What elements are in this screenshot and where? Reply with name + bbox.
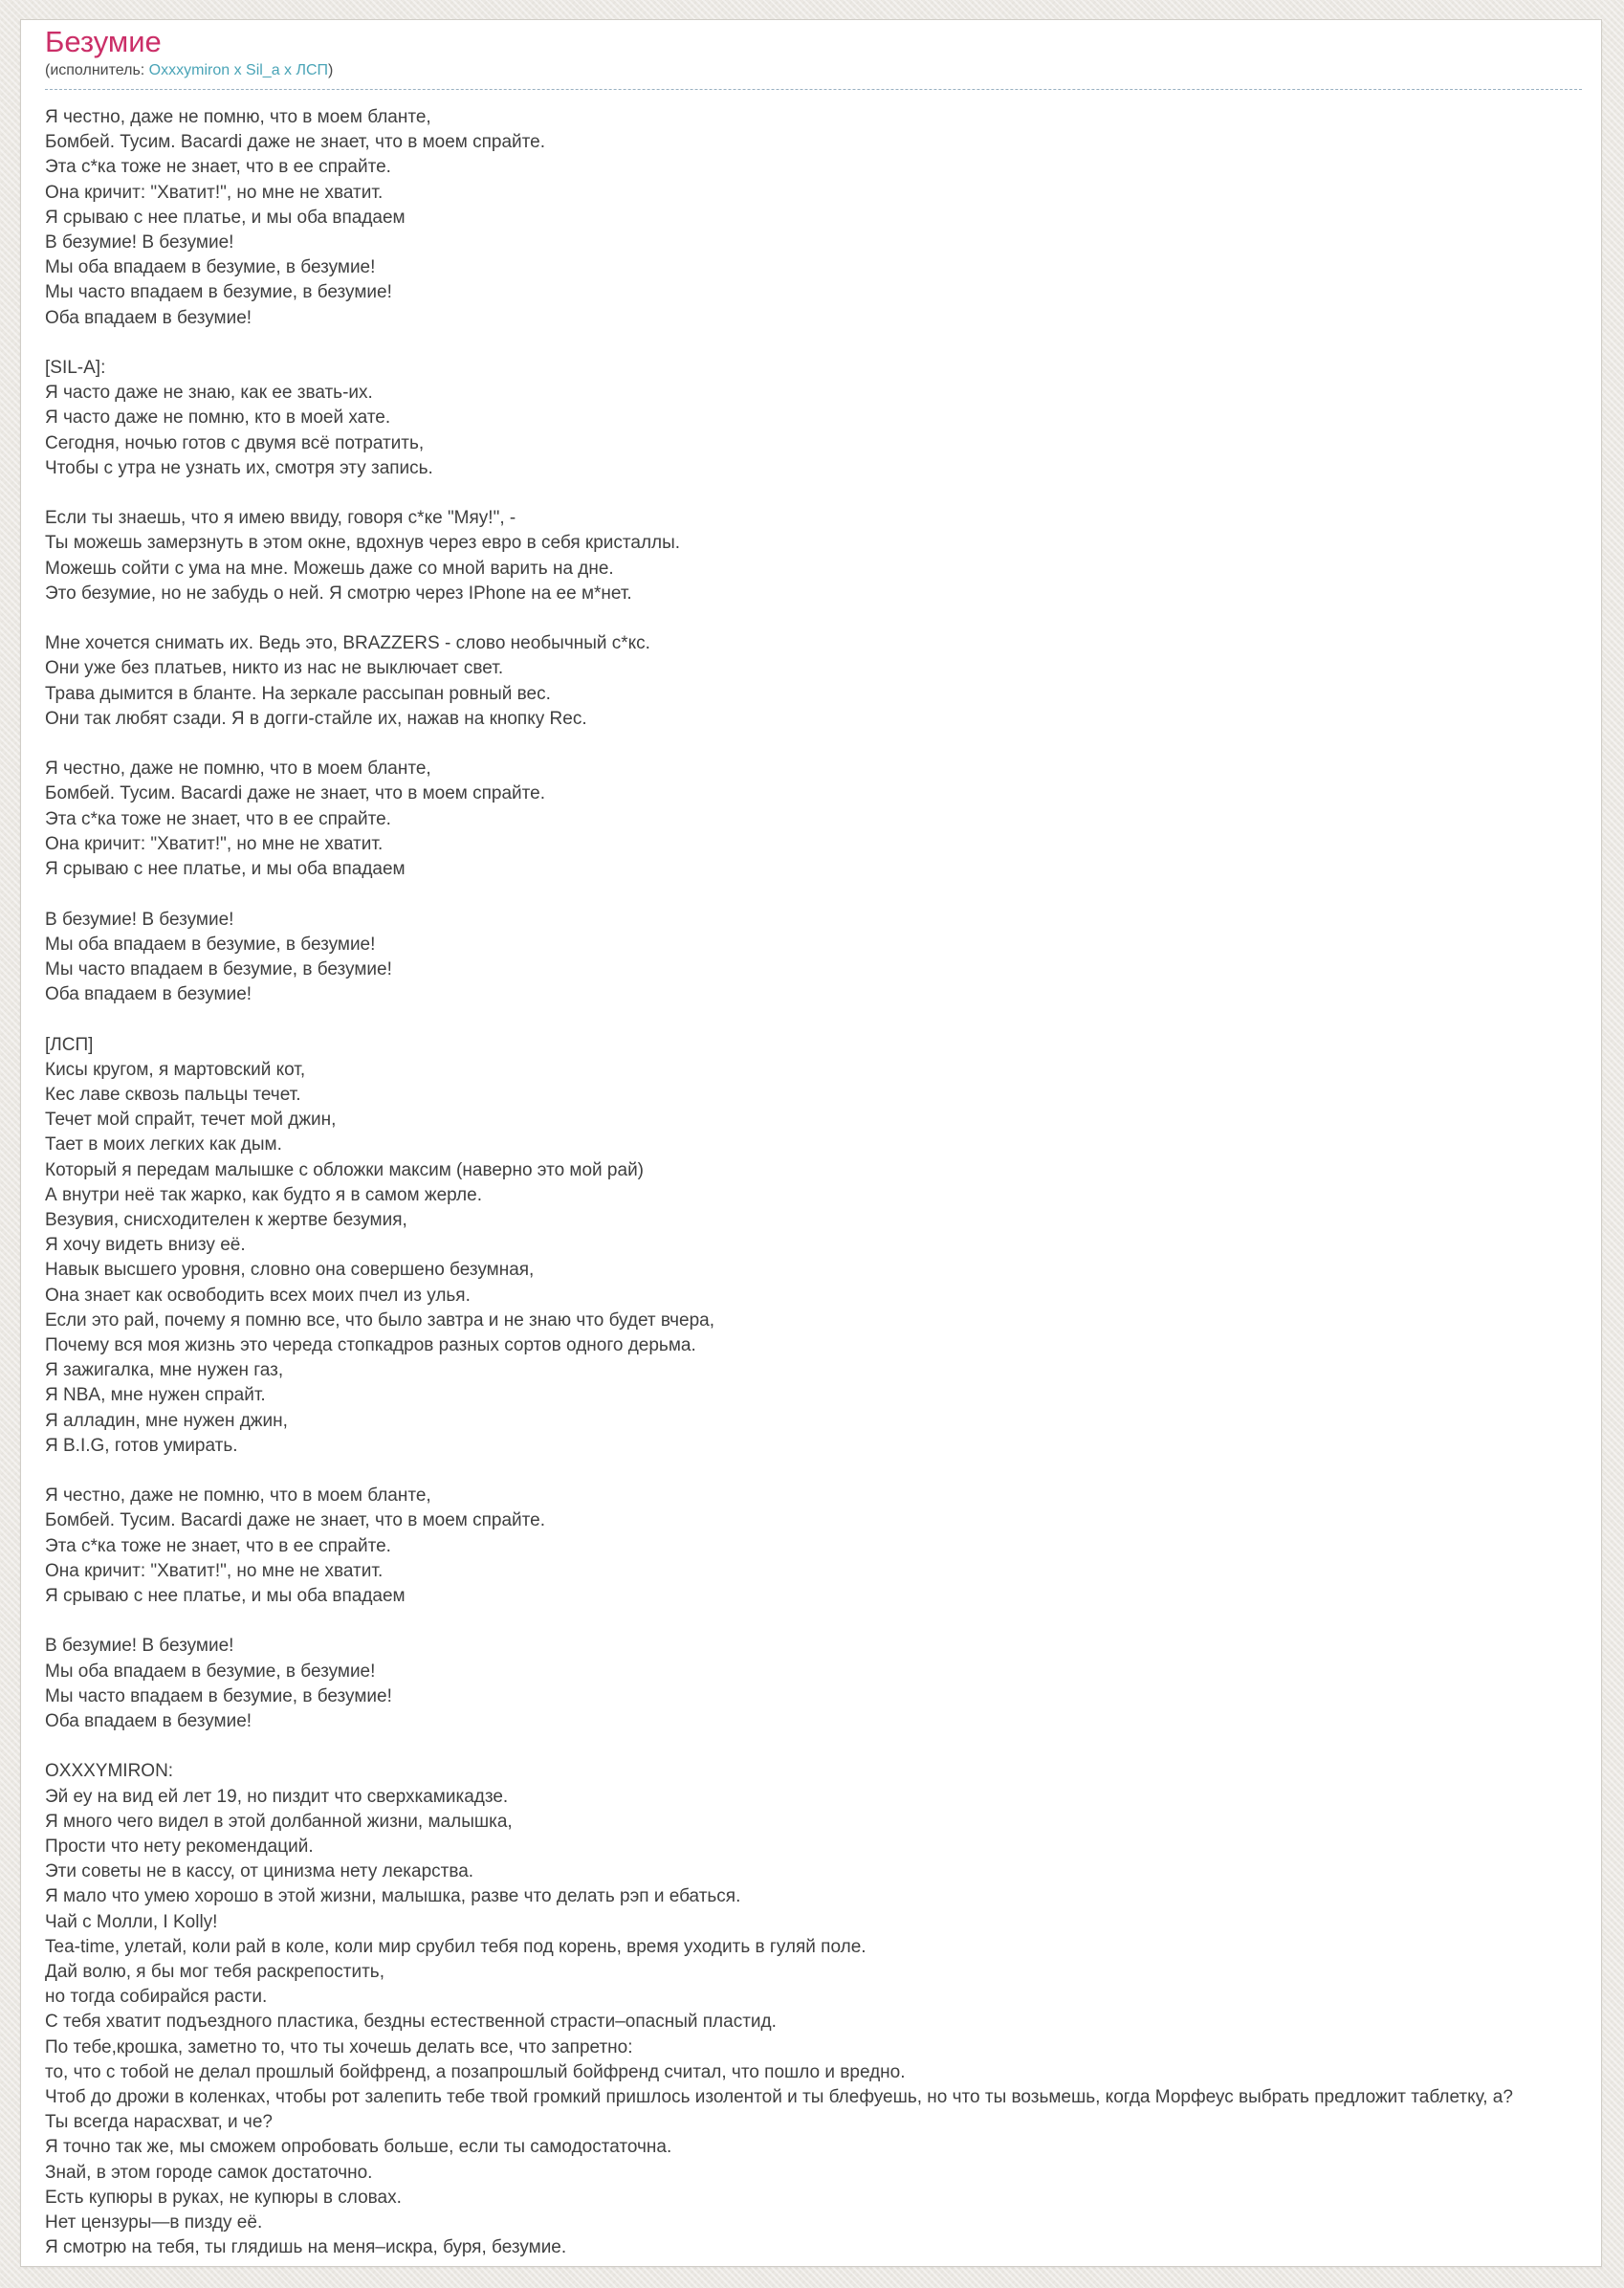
artist-line (45, 60, 1582, 90)
lyric-line: Tea-time, улетай, коли рай в коле, коли мир срубил тебя под корень, время уходить в гуляй поле. (45, 1936, 867, 1957)
lyric-line: Мы часто впадаем в безумие, в безумие! (45, 958, 392, 979)
lyric-line: Они так любят сзади. Я в догги-стайле их, нажав на кнопку Rec. (45, 708, 587, 729)
lyric-line: Я честно, даже не помню, что в моем бланте, (45, 107, 431, 127)
lyric-line: Нет цензуры—в пизду её. (45, 2212, 263, 2233)
artist-label: (исполнитель: (45, 62, 149, 78)
lyric-line: С тебя хватит подъездного пластика, бездны естественной страсти–опасный пластид. (45, 2012, 777, 2033)
lyric-line: Эта с*ка тоже не знает, что в ее спрайте. (45, 808, 391, 829)
lyric-line (45, 882, 1601, 907)
lyric-line: Я часто даже не помню, кто в моей хате. (45, 407, 391, 429)
lyric-line: Чтоб до дрожи в коленках, чтобы рот залепить тебе твой громкий пришлось изолентой и ты блефуешь, но что ты возьмешь, когда Морфеус выбрать предложит таблетку, а? (45, 2087, 1513, 2108)
lyric-line (45, 1609, 1601, 1634)
lyric-line: Она кричит: "Хватит!", но мне не хватит. (45, 833, 384, 854)
lyric-line: Я NBA, мне нужен спрайт. (45, 1385, 266, 1406)
lyric-line: В безумие! В безумие! (45, 232, 234, 253)
lyric-line: Они уже без платьев, никто из нас не выключает свет. (45, 658, 504, 679)
lyric-line: Если это рай, почему я помню все, что было завтра и не знаю что будет вчера, (45, 1309, 715, 1331)
lyric-line: Который я передам малышке с обложки максим (наверно это мой рай) (45, 1159, 645, 1180)
lyric-line: Почему вся моя жизнь это череда стопкадров разных сортов одного дерьма. (45, 1334, 696, 1355)
lyric-line: Есть купюры в руках, не купюры в словах. (45, 2187, 402, 2208)
lyric-line: По тебе,крошка, заметно то, что ты хочешь делать все, что запретно: (45, 2036, 633, 2057)
lyric-line: Я честно, даже не помню, что в моем бланте, (45, 759, 431, 780)
lyric-line (45, 1734, 1601, 1759)
lyric-line: Трава дымится в бланте. На зеркале рассыпан ровный вес. (45, 683, 551, 704)
lyric-line: Она кричит: "Хватит!", но мне не хватит. (45, 182, 384, 203)
lyric-line: но тогда собирайся расти. (45, 1987, 268, 2008)
lyric-line: Бомбей. Тусим. Bacardi даже не знает, что в моем спрайте. (45, 132, 545, 153)
lyric-line: Эта с*ка тоже не знает, что в ее спрайте. (45, 157, 391, 178)
lyric-line: Кес лаве сквозь пальцы течет. (45, 1084, 301, 1105)
lyric-line: А внутри неё так жарко, как будто я в самом жерле. (45, 1184, 482, 1205)
lyric-line (45, 331, 1601, 356)
lyric-line (45, 1007, 1601, 1032)
lyric-line: Эта с*ка тоже не знает, что в ее спрайте. (45, 1535, 391, 1556)
lyric-line: Мы оба впадаем в безумие, в безумие! (45, 257, 376, 278)
lyrics-card (20, 19, 1602, 2267)
lyric-line: Она знает как освободить всех моих пчел из улья. (45, 1285, 471, 1306)
lyric-line: [SIL-A]: (45, 358, 106, 379)
lyric-line: Чай с Молли, I Kolly! (45, 1911, 218, 1932)
lyric-line (45, 606, 1601, 631)
lyric-line: Если ты знаешь, что я имею ввиду, говоря с*ке "Мяу!", - (45, 508, 516, 529)
lyric-line: Я зажигалка, мне нужен газ, (45, 1360, 284, 1381)
lyric-line: Я смотрю на тебя, ты глядишь на меня–искра, буря, безумие. (45, 2237, 567, 2258)
lyric-line: Я срываю с нее платье, и мы оба впадаем (45, 859, 406, 880)
lyric-line: Кисы кругом, я мартовский кот, (45, 1059, 306, 1080)
lyric-line: Оба впадаем в безумие! (45, 1711, 252, 1731)
lyric-line: Я много чего видел в этой долбанной жизни, малышка, (45, 1811, 513, 1832)
lyric-line: Течет мой спрайт, течет мой джин, (45, 1110, 337, 1131)
lyric-line (45, 1459, 1601, 1484)
lyric-line: Эти советы не в кассу, от цинизма нету лекарства. (45, 1861, 474, 1882)
lyric-line: Она кричит: "Хватит!", но мне не хватит. (45, 1560, 384, 1581)
lyric-line (45, 732, 1601, 757)
lyric-line: Я точно так же, мы сможем опробовать больше, если ты самодостаточна. (45, 2137, 672, 2158)
page-title: Безумие (45, 25, 162, 58)
lyric-line: Навык высшего уровня, словно она совершено безумная, (45, 1260, 535, 1281)
lyric-line: Ты всегда нарасхват, и че? (45, 2112, 273, 2133)
lyric-line: OXXXYMIRON: (45, 1761, 174, 1782)
lyric-line: Я честно, даже не помню, что в моем бланте, (45, 1485, 431, 1507)
lyric-line: Дай волю, я бы мог тебя раскрепостить, (45, 1962, 384, 1983)
lyric-line: Мы оба впадаем в безумие, в безумие! (45, 934, 376, 955)
lyric-line: В безумие! В безумие! (45, 909, 234, 930)
lyric-line: Я хочу видеть внизу её. (45, 1235, 246, 1256)
lyric-line: Мы часто впадаем в безумие, в безумие! (45, 1685, 392, 1706)
lyric-line: Знай, в этом городе самок достаточно. (45, 2162, 373, 2183)
artist-link[interactable]: Oxxxymiron x Sil_a x ЛСП (148, 62, 329, 78)
lyric-line: Бомбей. Тусим. Bacardi даже не знает, что в моем спрайте. (45, 1510, 545, 1531)
lyric-line: Я срываю с нее платье, и мы оба впадаем (45, 1585, 406, 1606)
lyric-line: то, что с тобой не делал прошлый бойфренд, а позапрошлый бойфренд считал, что пошло и вредно. (45, 2061, 906, 2082)
lyric-line: Можешь сойти с ума на мне. Можешь даже со мной варить на дне. (45, 558, 614, 579)
lyric-line: Я срываю с нее платье, и мы оба впадаем (45, 207, 406, 228)
lyric-line: Сегодня, ночью готов с двумя всё потратить, (45, 432, 425, 453)
lyric-line: Я мало что умею хорошо в этой жизни, малышка, разве что делать рэп и ебаться. (45, 1886, 741, 1907)
lyric-line: Тает в моих легких как дым. (45, 1134, 282, 1155)
lyrics-text (45, 105, 1601, 2260)
lyric-line: Бомбей. Тусим. Bacardi даже не знает, что в моем спрайте. (45, 783, 545, 804)
lyric-line: Я алладин, мне нужен джин, (45, 1410, 288, 1431)
lyric-line: Мы оба впадаем в безумие, в безумие! (45, 1661, 376, 1682)
lyric-line: Ты можешь замерзнуть в этом окне, вдохнув через евро в себя кристаллы. (45, 533, 681, 554)
lyric-line: Везувия, снисходителен к жертве безумия, (45, 1209, 407, 1230)
lyric-line: Оба впадаем в безумие! (45, 984, 252, 1005)
lyric-line: Мне хочется снимать их. Ведь это, BRAZZERS - слово необычный с*кс. (45, 633, 650, 654)
lyric-line: Я часто даже не знаю, как ее звать-их. (45, 383, 373, 404)
lyric-line: Мы часто впадаем в безумие, в безумие! (45, 282, 392, 303)
lyric-line: Эй еу на вид ей лет 19, но пиздит что сверхкамикадзе. (45, 1786, 509, 1807)
lyric-line: Чтобы с утра не узнать их, смотря эту запись. (45, 457, 433, 478)
lyric-line: Это безумие, но не забудь о ней. Я смотрю через IPhone на ее м*нет. (45, 583, 632, 604)
lyric-line: [ЛСП] (45, 1034, 94, 1055)
lyric-line: Прости что нету рекомендаций. (45, 1837, 314, 1858)
lyric-line: Оба впадаем в безумие! (45, 307, 252, 328)
lyric-line: В безумие! В безумие! (45, 1636, 234, 1657)
lyric-line: Я B.I.G, готов умирать. (45, 1435, 238, 1456)
lyric-line (45, 481, 1601, 506)
subtitle-close-paren: ) (328, 62, 334, 78)
